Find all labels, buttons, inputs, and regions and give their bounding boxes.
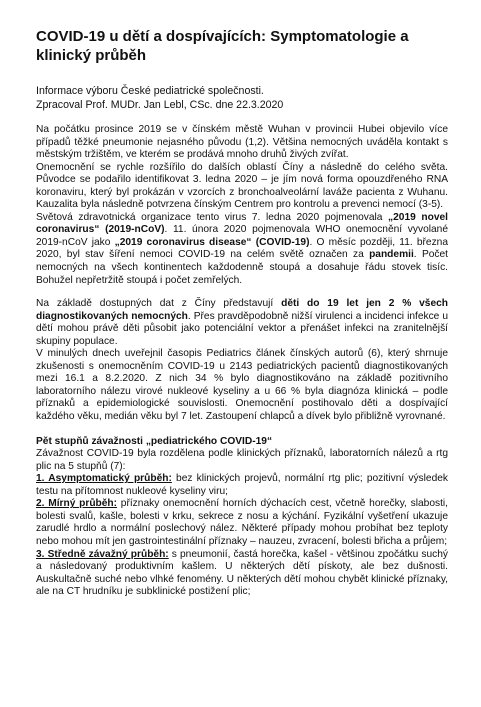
severity-item-1: 1. Asymptomatický průběh: bez klinických projevů, normální rtg plic; pozitivní výsledek testu na přítomnost nukleové kyseliny viru; (36, 473, 448, 497)
paragraph-origin: Na počátku prosince 2019 se v čínském městě Wuhan v provincii Hubei objevilo více případů těžké pneumonie nejasného původu (1,2). Většina nemocných uváděla kontakt s městským tržištěm, ve kterém se prodává mnoho druhů živých zvířat. (36, 124, 448, 161)
severity-label-3: 3. Středně závažný průběh: (36, 548, 169, 560)
document-title: COVID-19 u dětí a dospívajících: Symptomatologie a klinický průběh (36, 28, 409, 64)
section-heading: Pět stupňů závažnosti „pediatrického COVID-19“ (36, 435, 273, 447)
paragraph-children: Na základě dostupných dat z Číny představují děti do 19 let jen 2 % všech diagnostikovaných nemocných. Přes pravděpodobně nižší virulenci a incidenci infekce u dětí mohou právě děti působit jako potenciální vektor a přenášet infekci na zranitelnější skupiny populace. (36, 298, 449, 347)
term-pandemic: pandemii (369, 249, 414, 261)
paragraph-spread: Onemocnění se rychle rozšířilo do dalších oblastí Číny a následně do celého světa. Původce se podařilo identifikovat 3. ledna 2020 – je jím nová forma opouzdřeného RNA koronaviru, který byl prokázán v vzorcích z bronchoalveolární laváže pacienta z Wuhanu. Kauzalita byla následně potvrzena čínským Centrem pro kontrolu a prevenci nemocí (3-5). (36, 161, 448, 211)
term-covid-19: „2019 coronavirus disease“ (COVID-19) (114, 236, 310, 248)
severity-item-3: 3. Středně závažný průběh: s pneumonií, častá horečka, kašel - většinou zpočátku suchý a následovaný produktivním kašlem. U některých dětí pískoty, ale bez dušnosti. Auskultačně suché nebo vlhké fenomény. U některých dětí mohou chybět klinické příznaky, ale na CT hrudníku je subklinické postižení plic; (36, 548, 448, 598)
paragraph-naming: Světová zdravotnická organizace tento virus 7. ledna 2020 pojmenovala „2019 novel coronavirus“ (2019-nCoV). 11. února 2020 pojmenovala WHO onemocnění vyvolané 2019-nCoV jako „2019 coronavirus disease“ (COVID-19). O měsíc později, 11. března 2020, byl stav šíření nemoci COVID-19 na celém světě označen za pandemii. Počet nemocných na všech kontinentech každodenně stoupá a dosahuje řádu stovek tisíc. Bohužel nepřetržitě stoupá i počet zemřelých. (36, 211, 449, 286)
severity-label-1: 1. Asymptomatický průběh: (36, 473, 172, 485)
info-line: Informace výboru České pediatrické společnosti. (36, 85, 264, 97)
author-line: Zpracoval Prof. MUDr. Jan Lebl, CSc. dne 22.3.2020 (36, 99, 284, 111)
document-body (36, 124, 448, 599)
highlight-children-2-percent: děti do 19 let jen 2 % všech diagnostikovaných nemocných (36, 298, 449, 322)
severity-item-2: 2. Mírný průběh: příznaky onemocnění horních dýchacích cest, včetně horečky, slabosti, bolesti svalů, kašle, bolesti v krku, sekrece z nosu a kýchání. Fyzikální vyšetření ukazuje zarudlé hrdlo a normální poslechový nález. Některé případy mohou probíhat bez teploty nebo mohou mít jen gastrointestinální příznaky – nauzeu, zvracení, bolesti břicha a průjem; (36, 498, 448, 547)
severity-label-2: 2. Mírný průběh: (36, 498, 118, 510)
term-2019-ncov: „2019 novel coronavirus“ (2019-nCoV) (36, 211, 448, 236)
section-intro: Závažnost COVID-19 byla rozdělena podle klinických příznaků, laboratorních nálezů a rtg plic na 5 stupňů (7): (36, 448, 448, 472)
paragraph-pediatrics-study: V minulých dnech uveřejnil časopis Pediatrics článek čínských autorů (6), který shrnuje zkušenosti s onemocněním COVID-19 u 2143 pediatrických pacientů diagnostikovaných mezi 16.1 a 8.2.2020. Z nich 34 % bylo diagnostikováno na základě pozitivního laboratorního nálezu virové nukleové kyseliny a u 66 % byla diagnóza klinická – podle příznaků a epidemiologické souvislosti. Onemocnění postihovalo děti a dospívající každého věku, medián věku byl 7 let. Zastoupení chlapců a dívek bylo přibližně vyrovnané. (36, 348, 448, 423)
